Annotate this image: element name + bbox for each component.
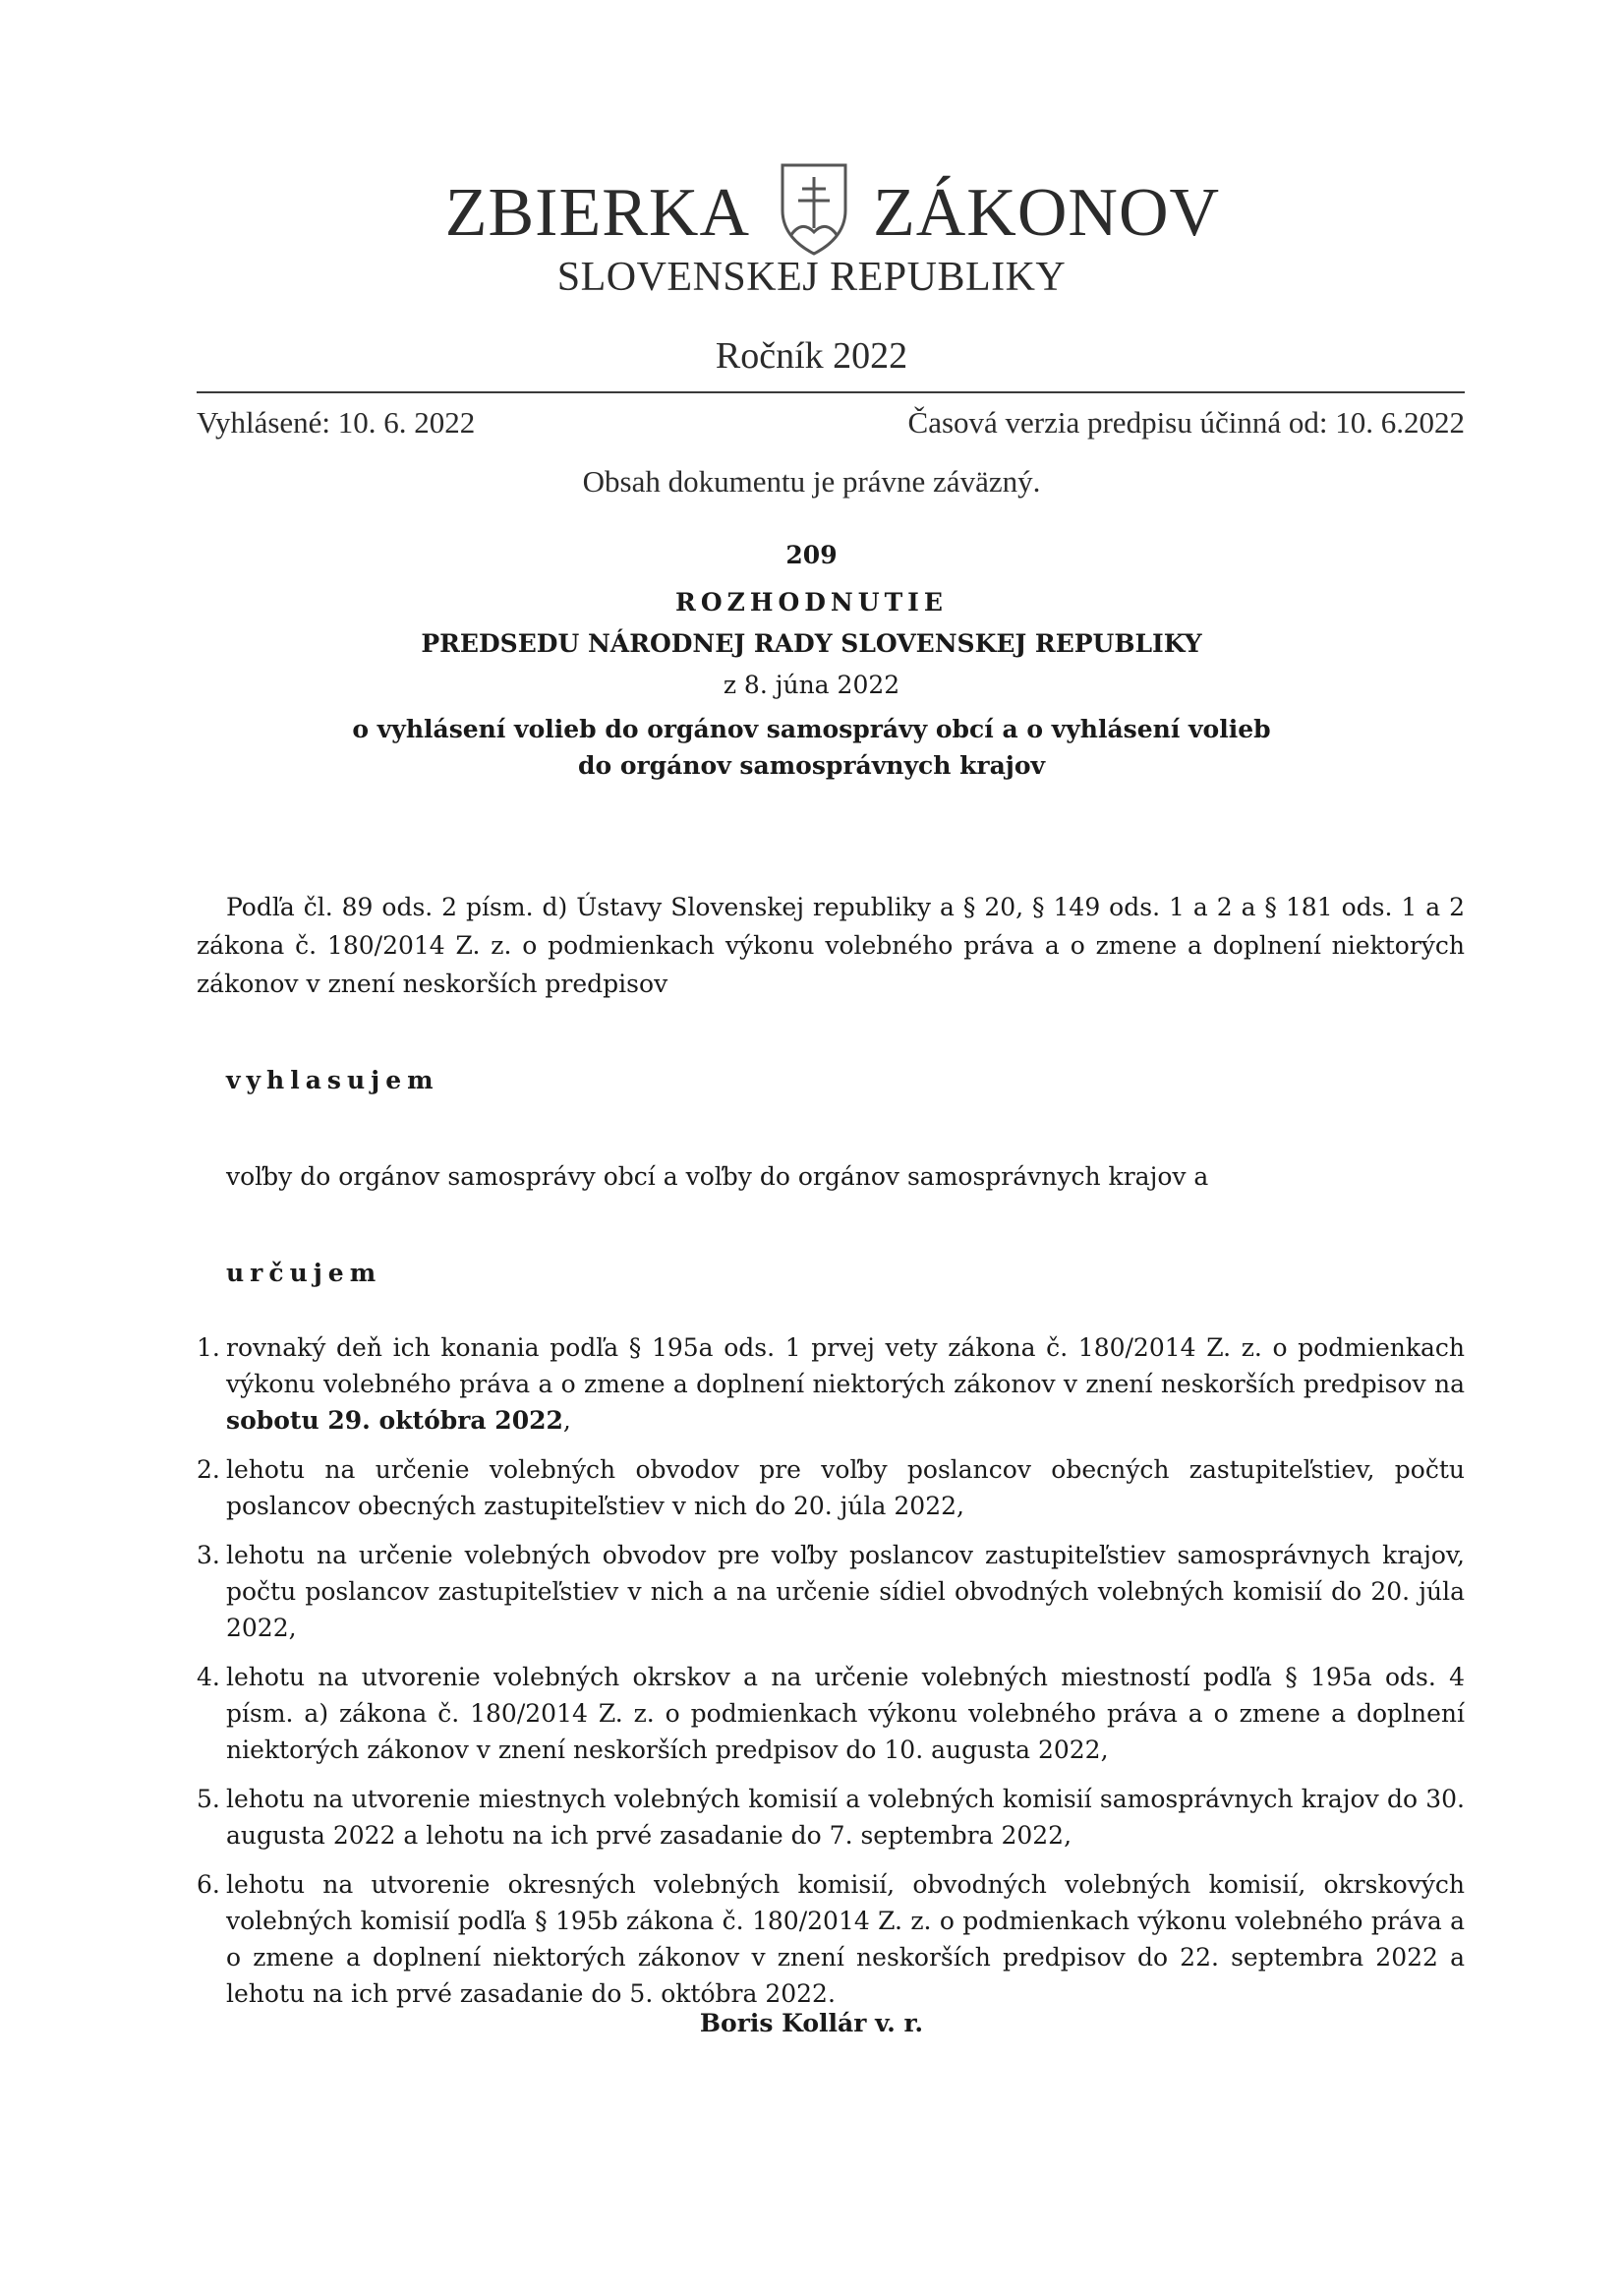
declare-heading: vyhlasujem	[226, 1066, 439, 1094]
masthead-title-left: ZBIERKA	[444, 175, 750, 251]
masthead-title-right: ZÁKONOV	[873, 175, 1221, 251]
list-item-text: lehotu na určenie volebných obvodov pre voľby poslancov zastupiteľstiev samosprávnych krajov, počtu poslancov zastupiteľstiev v nich a na určenie sídiel obvodných volebných komisií do 20. júla 2022,	[226, 1541, 1465, 1642]
volume-year: Ročník 2022	[715, 335, 908, 377]
slovak-coat-of-arms-icon	[775, 159, 853, 258]
list-item-bold-date: sobotu 29. októbra 2022	[226, 1406, 563, 1435]
list-item-text: lehotu na určenie volebných obvodov pre voľby poslancov obecných zastupiteľstiev, počtu poslancov obecných zastupiteľstiev v nich do 20. júla 2022,	[226, 1455, 1465, 1520]
list-item-number: 1.	[197, 1333, 220, 1362]
list-item-text-end: ,	[562, 1406, 571, 1435]
decision-kind: ROZHODNUTIE	[675, 588, 948, 617]
list-item-number: 5.	[197, 1785, 220, 1813]
list-item-number: 2.	[197, 1455, 220, 1484]
masthead-subtitle: SLOVENSKEJ REPUBLIKY	[556, 255, 1067, 300]
list-item-text: lehotu na utvorenie miestnych volebných komisií a volebných komisií samosprávnych krajov do 30. augusta 2022 a lehotu na ich prvé zasadanie do 7. septembra 2022,	[226, 1785, 1465, 1850]
binding-notice: Obsah dokumentu je právne záväzný.	[582, 464, 1041, 499]
list-item-text-part: rovnaký deň ich konania podľa § 195a ods. 1 prvej vety zákona č. 180/2014 Z. z. o podmienkach výkonu volebného práva a o zmene a doplnení niektorých zákonov v znení neskorších predpisov na	[226, 1333, 1465, 1398]
list-item	[197, 1329, 1465, 1439]
decision-number: 209	[785, 541, 838, 569]
list-item-text: lehotu na utvorenie okresných volebných komisií, obvodných volebných komisií, okrskových volebných komisií podľa § 195b zákona č. 180/2014 Z. z. o podmienkach výkonu volebného práva a o zmene a doplnení niektorých zákonov v znení neskorších predpisov do 22. septembra 2022 a lehotu na ich prvé zasadanie do 5. októbra 2022.	[226, 1870, 1465, 2008]
list-item	[197, 1659, 1465, 1768]
list-item	[197, 1781, 1465, 1854]
list-item	[197, 1866, 1465, 2012]
list-item-number: 3.	[197, 1541, 220, 1569]
decision-subject	[0, 711, 1623, 784]
decision-date: z 8. júna 2022	[723, 671, 900, 699]
elections-text: voľby do orgánov samosprávy obcí a voľby do orgánov samosprávnych krajov a	[226, 1162, 1209, 1191]
signature: Boris Kollár v. r.	[699, 2009, 924, 2037]
header-divider	[197, 391, 1465, 393]
list-item-text	[226, 1333, 1465, 1435]
legal-basis-text: Podľa čl. 89 ods. 2 písm. d) Ústavy Slovenskej republiky a § 20, § 149 ods. 1 a 2 a § 181 ods. 1 a 2 zákona č. 180/2014 Z. z. o podmienkach výkonu volebného práva a o zmene a doplnení niektorých zákonov v znení neskorších predpisov	[197, 893, 1465, 998]
list-item-text: lehotu na utvorenie volebných okrskov a na určenie volebných miestností podľa § 195a ods. 4 písm. a) zákona č. 180/2014 Z. z. o podmienkach výkonu volebného práva a o zmene a doplnení niektorých zákonov v znení neskorších predpisov do 10. augusta 2022,	[226, 1663, 1465, 1764]
legal-basis-paragraph	[197, 888, 1465, 1003]
decision-subject-line-2: do orgánov samosprávnych krajov	[577, 751, 1046, 780]
list-item	[197, 1537, 1465, 1646]
version-effective-date: Časová verzia predpisu účinná od: 10. 6.2022	[907, 405, 1465, 440]
published-date: Vyhlásené: 10. 6. 2022	[197, 405, 476, 440]
list-item-number: 6.	[197, 1870, 220, 1899]
determine-heading: určujem	[226, 1259, 382, 1287]
list-item	[197, 1451, 1465, 1524]
masthead	[0, 146, 1623, 264]
list-item-number: 4.	[197, 1663, 220, 1691]
determinations-list	[197, 1329, 1465, 2025]
decision-issuer: PREDSEDU NÁRODNEJ RADY SLOVENSKEJ REPUBLIKY	[421, 629, 1202, 658]
decision-subject-line-1: o vyhlásení volieb do orgánov samosprávy obcí a o vyhlásení volieb	[352, 715, 1271, 743]
